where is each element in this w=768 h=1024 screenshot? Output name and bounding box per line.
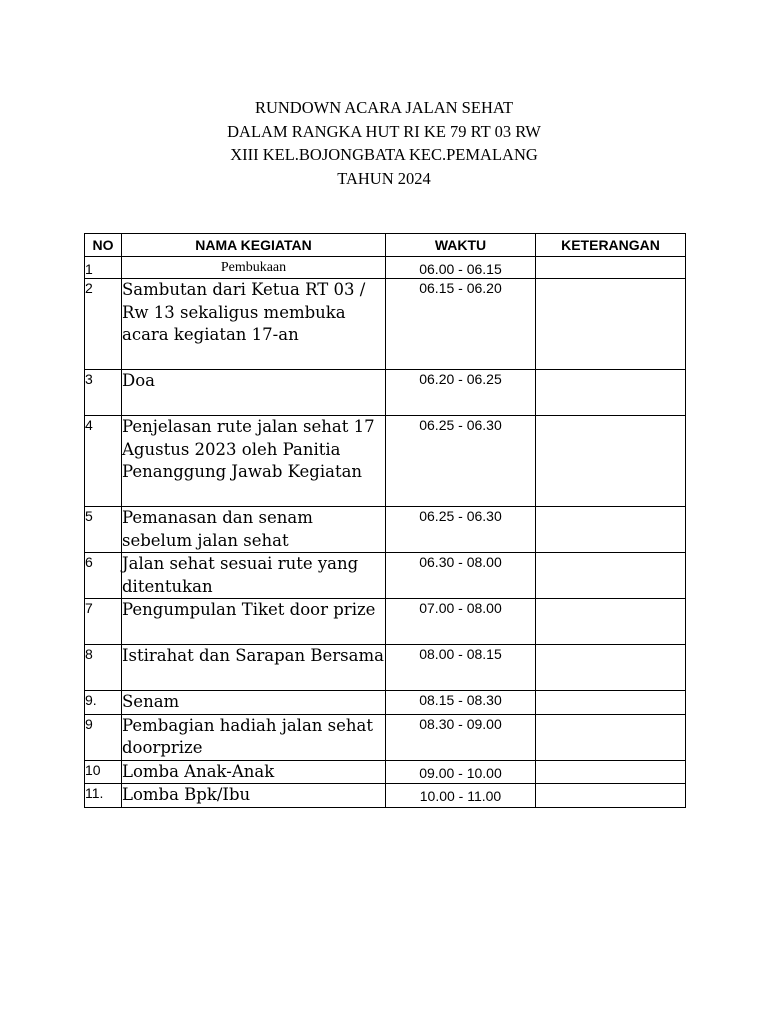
row-no: 6 (85, 553, 122, 599)
table-row (85, 691, 686, 715)
table-row (85, 416, 686, 507)
row-waktu: 07.00 - 08.00 (386, 599, 536, 645)
row-waktu: 08.30 - 09.00 (386, 714, 536, 760)
row-no: 8 (85, 645, 122, 691)
row-waktu: 06.30 - 08.00 (386, 553, 536, 599)
row-nama: Lomba Anak-Anak (122, 760, 386, 784)
row-waktu: 06.00 - 06.15 (386, 257, 536, 279)
row-keterangan (536, 507, 686, 553)
table-header-row (85, 234, 686, 257)
row-keterangan (536, 645, 686, 691)
header-nama-kegiatan: NAMA KEGIATAN (122, 234, 386, 257)
table-row (85, 507, 686, 553)
row-no: 4 (85, 416, 122, 507)
row-keterangan (536, 553, 686, 599)
row-waktu: 09.00 - 10.00 (386, 760, 536, 784)
row-keterangan (536, 257, 686, 279)
header-no: NO (85, 234, 122, 257)
row-nama: Istirahat dan Sarapan Bersama (122, 645, 386, 691)
row-nama: Sambutan dari Ketua RT 03 / Rw 13 sekaligus membuka acara kegiatan 17-an (122, 279, 386, 370)
header-keterangan: KETERANGAN (536, 234, 686, 257)
row-no: 7 (85, 599, 122, 645)
document-title (0, 96, 768, 190)
row-waktu: 06.25 - 06.30 (386, 416, 536, 507)
row-no: 9. (85, 691, 122, 715)
table-row (85, 279, 686, 370)
row-nama: Pengumpulan Tiket door prize (122, 599, 386, 645)
table-row (85, 257, 686, 279)
row-keterangan (536, 370, 686, 416)
title-line-2: DALAM RANGKA HUT RI KE 79 RT 03 RW (227, 121, 541, 141)
row-nama: Pembukaan (122, 257, 386, 279)
table-row (85, 714, 686, 760)
row-waktu: 10.00 - 11.00 (386, 784, 536, 808)
row-keterangan (536, 599, 686, 645)
table-row (85, 645, 686, 691)
row-no: 9 (85, 714, 122, 760)
header-waktu: WAKTU (386, 234, 536, 257)
row-nama: Penjelasan rute jalan sehat 17 Agustus 2023 oleh Panitia Penanggung Jawab Kegiatan (122, 416, 386, 507)
row-waktu: 08.15 - 08.30 (386, 691, 536, 715)
rundown-table (84, 233, 686, 808)
row-no: 5 (85, 507, 122, 553)
table-row (85, 760, 686, 784)
table-row (85, 370, 686, 416)
row-waktu: 06.15 - 06.20 (386, 279, 536, 370)
title-line-1: RUNDOWN ACARA JALAN SEHAT (254, 98, 514, 117)
row-nama: Senam (122, 691, 386, 715)
table-row (85, 784, 686, 808)
row-no: 1 (85, 257, 122, 279)
row-keterangan (536, 760, 686, 784)
row-waktu: 06.20 - 06.25 (386, 370, 536, 416)
row-no: 3 (85, 370, 122, 416)
row-no: 11. (85, 784, 122, 808)
row-keterangan (536, 691, 686, 715)
row-waktu: 08.00 - 08.15 (386, 645, 536, 691)
row-no: 2 (85, 279, 122, 370)
title-line-3: XIII KEL.BOJONGBATA KEC.PEMALANG (230, 145, 538, 164)
row-keterangan (536, 416, 686, 507)
row-keterangan (536, 714, 686, 760)
row-nama: Lomba Bpk/Ibu (122, 784, 386, 808)
row-nama: Pemanasan dan senam sebelum jalan sehat (122, 507, 386, 553)
row-no: 10 (85, 760, 122, 784)
row-nama: Doa (122, 370, 386, 416)
row-nama: Jalan sehat sesuai rute yang ditentukan (122, 553, 386, 599)
row-keterangan (536, 784, 686, 808)
row-waktu: 06.25 - 06.30 (386, 507, 536, 553)
row-nama: Pembagian hadiah jalan sehat doorprize (122, 714, 386, 760)
row-keterangan (536, 279, 686, 370)
title-line-4: TAHUN 2024 (337, 168, 431, 188)
table-row (85, 553, 686, 599)
table-row (85, 599, 686, 645)
